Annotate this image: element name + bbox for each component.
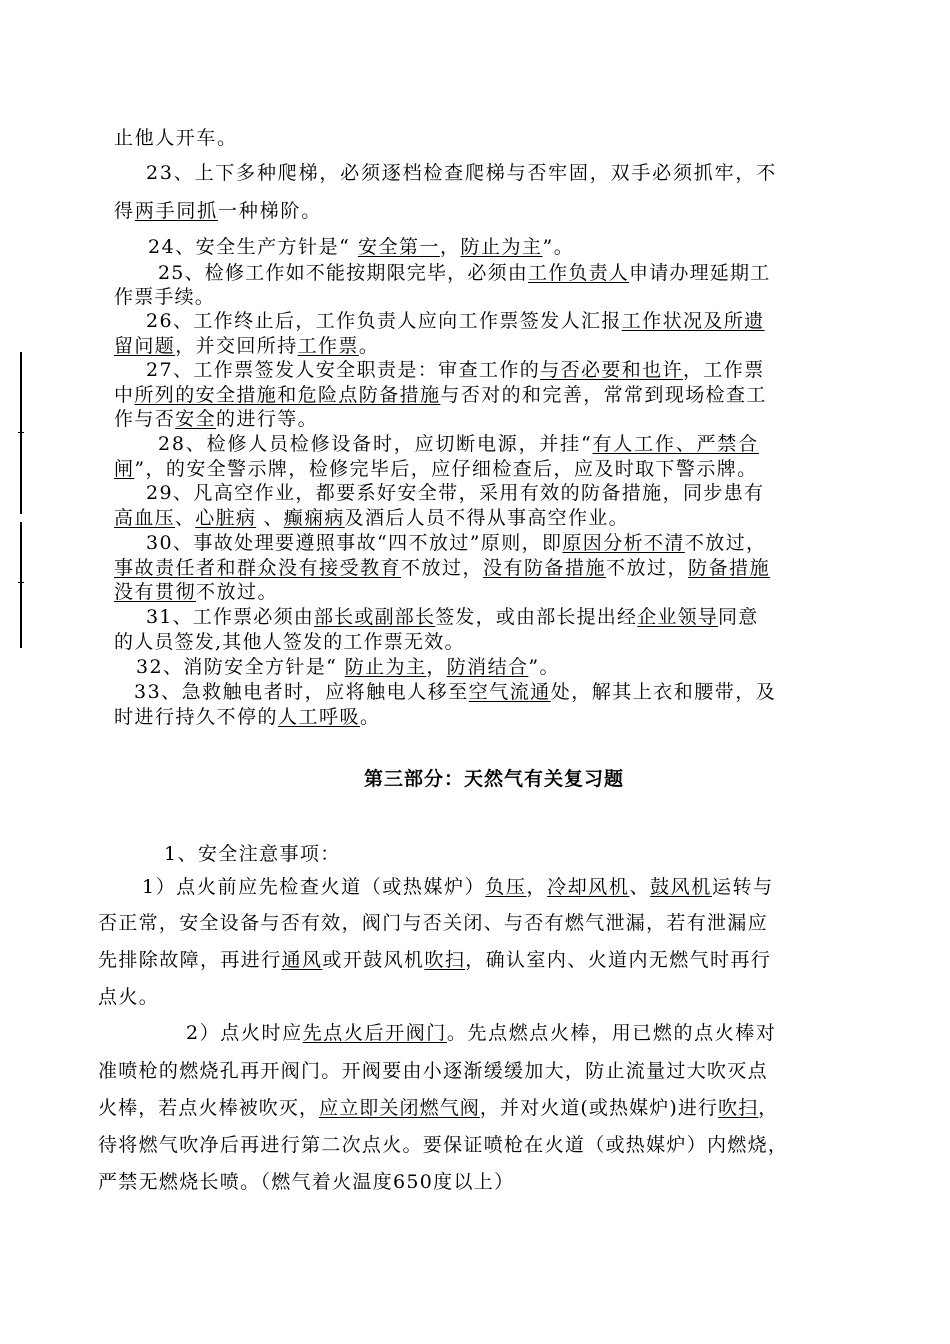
- item-27-line-2: 中所列的安全措施和危险点防备措施与否对的和完善，常常到现场检查工: [114, 384, 767, 406]
- p3-heading-1: 1、安全注意事项：: [164, 843, 341, 865]
- item-23-line-2: 得两手同抓一种梯阶。: [114, 200, 323, 222]
- section-title: 第三部分：天然气有关复习题: [364, 768, 625, 790]
- item-33-line-1: 33、急救触电者时，应将触电人移至空气流通处，解其上衣和腰带，及: [134, 681, 777, 703]
- item-23-line-1: 23、上下多种爬梯，必须逐档检查爬梯与否牢固，双手必须抓牢，不: [146, 162, 777, 184]
- item-33-line-2: 时进行持久不停的人工呼吸。: [114, 706, 381, 728]
- item-27-line-1: 27、工作票签发人安全职责是：审查工作的与否必要和也许，工作票: [146, 359, 765, 381]
- item-25-line-1: 25、检修工作如不能按期限完毕，必须由工作负责人申请办理延期工: [158, 262, 771, 284]
- p3-para-2-line-3: 火棒，若点火棒被吹灭，应立即关闭燃气阀，并对火道(或热媒炉)进行吹扫，: [98, 1097, 779, 1119]
- item-30-line-2: 事故责任者和群众没有接受教育不放过，没有防备措施不放过，防备措施: [114, 557, 771, 579]
- p3-para-2-line-2: 准喷枪的燃烧孔再开阀门。开阀要由小逐渐缓缓加大，防止流量过大吹灭点: [98, 1060, 768, 1082]
- item-30-line-1: 30、事故处理要遵照事故“四不放过”原则，即原因分析不清不放过，: [146, 532, 767, 554]
- item-31-line-1: 31、工作票必须由部长或副部长签发，或由部长提出经企业领导同意: [146, 606, 759, 628]
- item-32: 32、消防安全方针是“ 防止为主，防消结合”。: [136, 656, 560, 678]
- item-31-line-2: 的人员签发,其他人签发的工作票无效。: [114, 631, 465, 653]
- revision-bar-bottom: [20, 522, 22, 648]
- p3-para-1-line-3: 先排除故障，再进行通风或开鼓风机吹扫，确认室内、火道内无燃气时再行: [98, 949, 772, 971]
- p3-para-2-line-4: 待将燃气吹净后再进行第二次点火。要保证喷枪在火道（或热媒炉）内燃烧，: [98, 1134, 789, 1156]
- item-28-line-1: 28、检修人员检修设备时，应切断电源，并挂“有人工作、严禁合: [158, 433, 759, 455]
- item-28-line-2: 闸”，的安全警示牌，检修完毕后，应仔细检查后，应及时取下警示牌。: [114, 458, 758, 480]
- revision-bar-top: [20, 352, 22, 514]
- item-29-line-1: 29、凡高空作业，都要系好安全带，采用有效的防备措施，同步患有: [146, 482, 765, 504]
- p3-para-2-line-1: 2）点火时应先点火后开阀门。先点燃点火棒，用已燃的点火棒对: [186, 1022, 777, 1044]
- item-24: 24、安全生产方针是“ 安全第一，防止为主”。: [148, 236, 575, 258]
- revision-bar-bottom-tick: [18, 582, 24, 583]
- text-line: 止他人开车。: [114, 127, 238, 149]
- item-26-line-2: 留问题，并交回所持工作票。: [114, 335, 380, 357]
- item-29-line-2: 高血压、心脏病 、癫痫病及酒后人员不得从事高空作业。: [114, 507, 629, 529]
- item-25-line-2: 作票手续。: [114, 286, 216, 308]
- p3-para-1-line-4: 点火。: [98, 986, 160, 1008]
- p3-para-1-line-1: 1）点火前应先检查火道（或热媒炉）负压，冷却风机、鼓风机运转与: [142, 876, 774, 898]
- revision-bar-top-tick: [18, 432, 24, 433]
- item-27-line-3: 作与否安全的进行等。: [114, 408, 319, 430]
- item-30-line-3: 没有贯彻不放过。: [114, 581, 279, 603]
- p3-para-2-line-5: 严禁无燃烧长喷。（燃气着火温度650度以上）: [98, 1171, 515, 1193]
- item-26-line-1: 26、工作终止后，工作负责人应向工作票签发人汇报工作状况及所遗: [146, 310, 765, 332]
- p3-para-1-line-2: 否正常，安全设备与否有效，阀门与否关闭、与否有燃气泄漏，若有泄漏应: [98, 912, 768, 934]
